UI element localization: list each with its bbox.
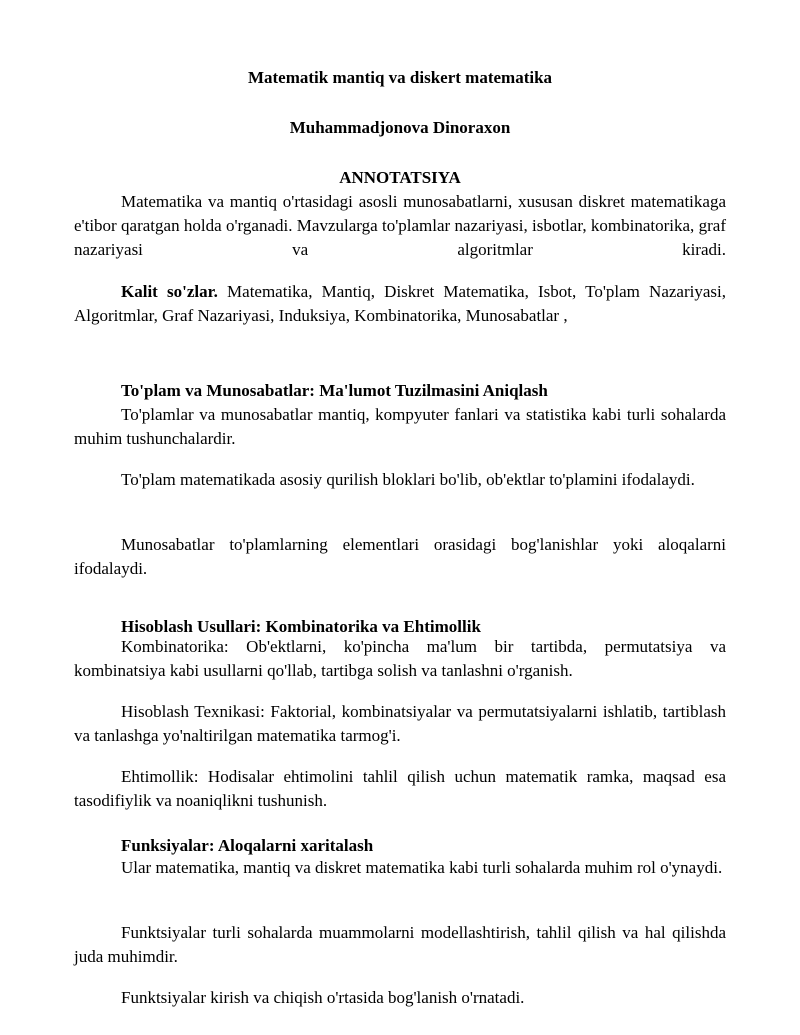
annotation-heading: ANNOTATSIYA	[339, 168, 461, 187]
section-heading-functions: Funksiyalar: Aloqalarni xaritalash	[121, 836, 374, 855]
paragraph: Funktsiyalar turli sohalarda muammolarni modellashtirish, tahlil qilish va hal qilishda juda muhimdir.	[74, 923, 726, 966]
paragraph: Kombinatorika: Ob'ektlarni, ko'pincha ma'lum bir tartibda, permutatsiya va kombinatsiya kabi usullarni qo'llab, tartibga solish va tanlashni o'rganish.	[74, 637, 726, 680]
annotation-text: Matematika va mantiq o'rtasidagi asosli munosabatlarni, xususan diskret matematikaga e'tibor qaratgan holda o'rganadi. Mavzularga to'plamlar nazariyasi, isbotlar, kombinatorika, graf nazariyasi va algoritmlar kiradi.	[74, 192, 726, 259]
author-name: Muhammadjonova Dinoraxon	[289, 118, 511, 137]
paragraph: To'plam matematikada asosiy qurilish bloklari bo'lib, ob'ektlar to'plamini ifodalaydi.	[121, 470, 695, 489]
paragraph: Funktsiyalar kirish va chiqish o'rtasida bog'lanish o'rnatadi.	[121, 988, 525, 1007]
paragraph: To'plamlar va munosabatlar mantiq, kompyuter fanlari va statistika kabi turli sohalarda muhim tushunchalardir.	[74, 405, 726, 448]
keywords-paragraph	[74, 280, 726, 328]
section-heading-counting: Hisoblash Usullari: Kombinatorika va Ehtimollik	[121, 617, 481, 636]
document-title: Matematik mantiq va diskert matematika	[247, 68, 553, 87]
paragraph: Munosabatlar to'plamlarning elementlari orasidagi bog'lanishlar yoki aloqalarni ifodalaydi.	[74, 535, 726, 578]
paragraph: Hisoblash Texnikasi: Faktorial, kombinatsiyalar va permutatsiyalarni ishlatib, tartiblash va tanlashga yo'naltirilgan matematika tarmog'i.	[74, 702, 726, 745]
paragraph: Ehtimollik: Hodisalar ehtimolini tahlil qilish uchun matematik ramka, maqsad esa tasodifiylik va noaniqlikni tushunish.	[74, 767, 726, 810]
paragraph: Ular matematika, mantiq va diskret matematika kabi turli sohalarda muhim rol o'ynaydi.	[121, 858, 723, 877]
keywords-text: Matematika, Mantiq, Diskret Matematika, Isbot, To'plam Nazariyasi, Algoritmlar, Graf Nazariyasi, Induksiya, Kombinatorika, Munosabatlar ,	[74, 282, 726, 325]
section-heading-sets: To'plam va Munosabatlar: Ma'lumot Tuzilmasini Aniqlash	[121, 381, 548, 400]
keywords-label: Kalit so'zlar.	[121, 282, 218, 301]
